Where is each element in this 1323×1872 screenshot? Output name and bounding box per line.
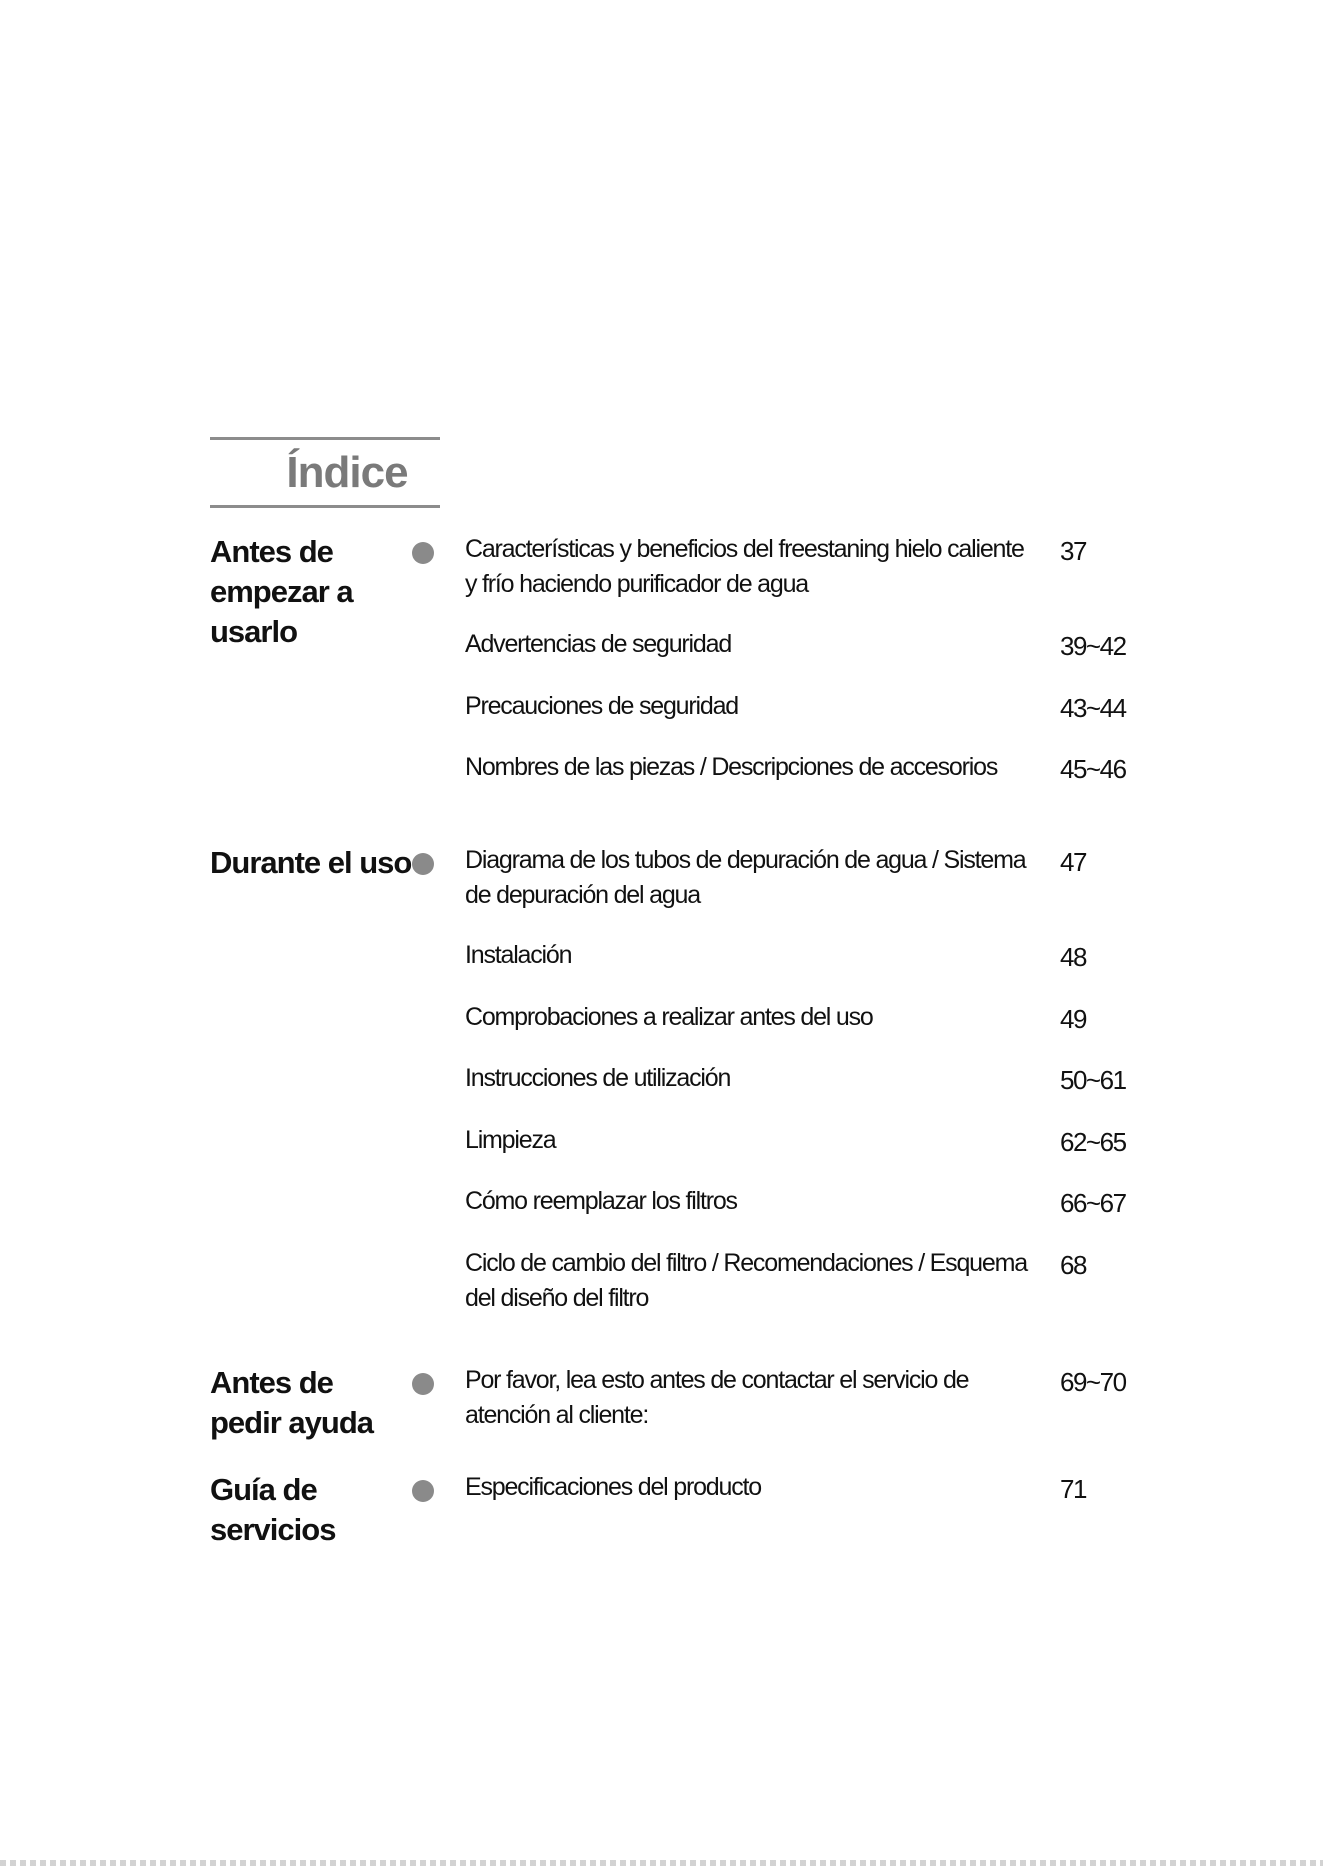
toc-entry[interactable] bbox=[465, 1184, 1165, 1219]
toc-entry[interactable] bbox=[465, 689, 1165, 724]
toc-entry-page: 43~44 bbox=[1060, 693, 1126, 723]
toc-entry-page: 69~70 bbox=[1060, 1367, 1126, 1397]
bullet-icon bbox=[412, 542, 434, 564]
toc-entry-title: Advertencias de seguridad bbox=[465, 630, 732, 658]
toc-entry[interactable] bbox=[465, 1246, 1165, 1316]
toc-entry[interactable] bbox=[465, 1061, 1165, 1096]
bullet-icon bbox=[412, 853, 434, 875]
toc-entry-title: Comprobaciones a realizar antes del uso bbox=[465, 1003, 873, 1031]
toc-entry-title: Especificaciones del producto bbox=[465, 1473, 761, 1501]
toc-entry-title: Características y beneficios del freestaning hielo caliente y frío haciendo purificador de agua bbox=[465, 535, 1024, 598]
toc-entry[interactable] bbox=[465, 1000, 1165, 1035]
toc-entry[interactable] bbox=[465, 532, 1165, 602]
toc-entry-page: 37 bbox=[1060, 536, 1086, 566]
page-title: Índice bbox=[286, 447, 408, 497]
toc-entry-page: 49 bbox=[1060, 1004, 1086, 1034]
bullet-icon bbox=[412, 1373, 434, 1395]
toc-entry-page: 48 bbox=[1060, 942, 1086, 972]
toc-entry[interactable] bbox=[465, 627, 1165, 662]
toc-entry-title: Cómo reemplazar los filtros bbox=[465, 1187, 737, 1215]
toc-entry-title: Ciclo de cambio del filtro / Recomendaciones / Esquema del diseño del filtro bbox=[465, 1249, 1027, 1312]
section-label: Guía de servicios bbox=[210, 1472, 336, 1547]
toc-entry-page: 68 bbox=[1060, 1250, 1086, 1280]
toc-entry-title: Limpieza bbox=[465, 1126, 556, 1154]
toc-entry-title: Precauciones de seguridad bbox=[465, 692, 738, 720]
toc-entry-page: 45~46 bbox=[1060, 754, 1126, 784]
toc-entry[interactable] bbox=[465, 1470, 1165, 1505]
title-box bbox=[210, 437, 440, 508]
toc-entry-page: 50~61 bbox=[1060, 1065, 1126, 1095]
toc-entry[interactable] bbox=[465, 750, 1165, 785]
section-label: Durante el uso bbox=[210, 845, 412, 880]
toc-entry-title: Nombres de las piezas / Descripciones de accesorios bbox=[465, 753, 998, 781]
toc-entry-title: Instrucciones de utilización bbox=[465, 1064, 731, 1092]
toc-entry-page: 66~67 bbox=[1060, 1188, 1126, 1218]
toc-entry-title: Diagrama de los tubos de depuración de agua / Sistema de depuración del agua bbox=[465, 846, 1026, 909]
toc-entry[interactable] bbox=[465, 1123, 1165, 1158]
toc-entry-page: 62~65 bbox=[1060, 1127, 1126, 1157]
toc-entry-page: 71 bbox=[1060, 1474, 1086, 1504]
footer-divider bbox=[0, 1860, 1323, 1866]
section-label: Antes de empezar a usarlo bbox=[210, 534, 353, 649]
toc-entry-page: 47 bbox=[1060, 847, 1086, 877]
section-label: Antes de pedir ayuda bbox=[210, 1365, 373, 1440]
toc-entry[interactable] bbox=[465, 843, 1165, 913]
toc-entry[interactable] bbox=[465, 1363, 1165, 1433]
toc-entry-page: 39~42 bbox=[1060, 631, 1126, 661]
toc-entry-title: Por favor, lea esto antes de contactar el servicio de atención al cliente: bbox=[465, 1366, 969, 1429]
bullet-icon bbox=[412, 1480, 434, 1502]
toc-entry-title: Instalación bbox=[465, 941, 572, 969]
toc-entry[interactable] bbox=[465, 938, 1165, 973]
